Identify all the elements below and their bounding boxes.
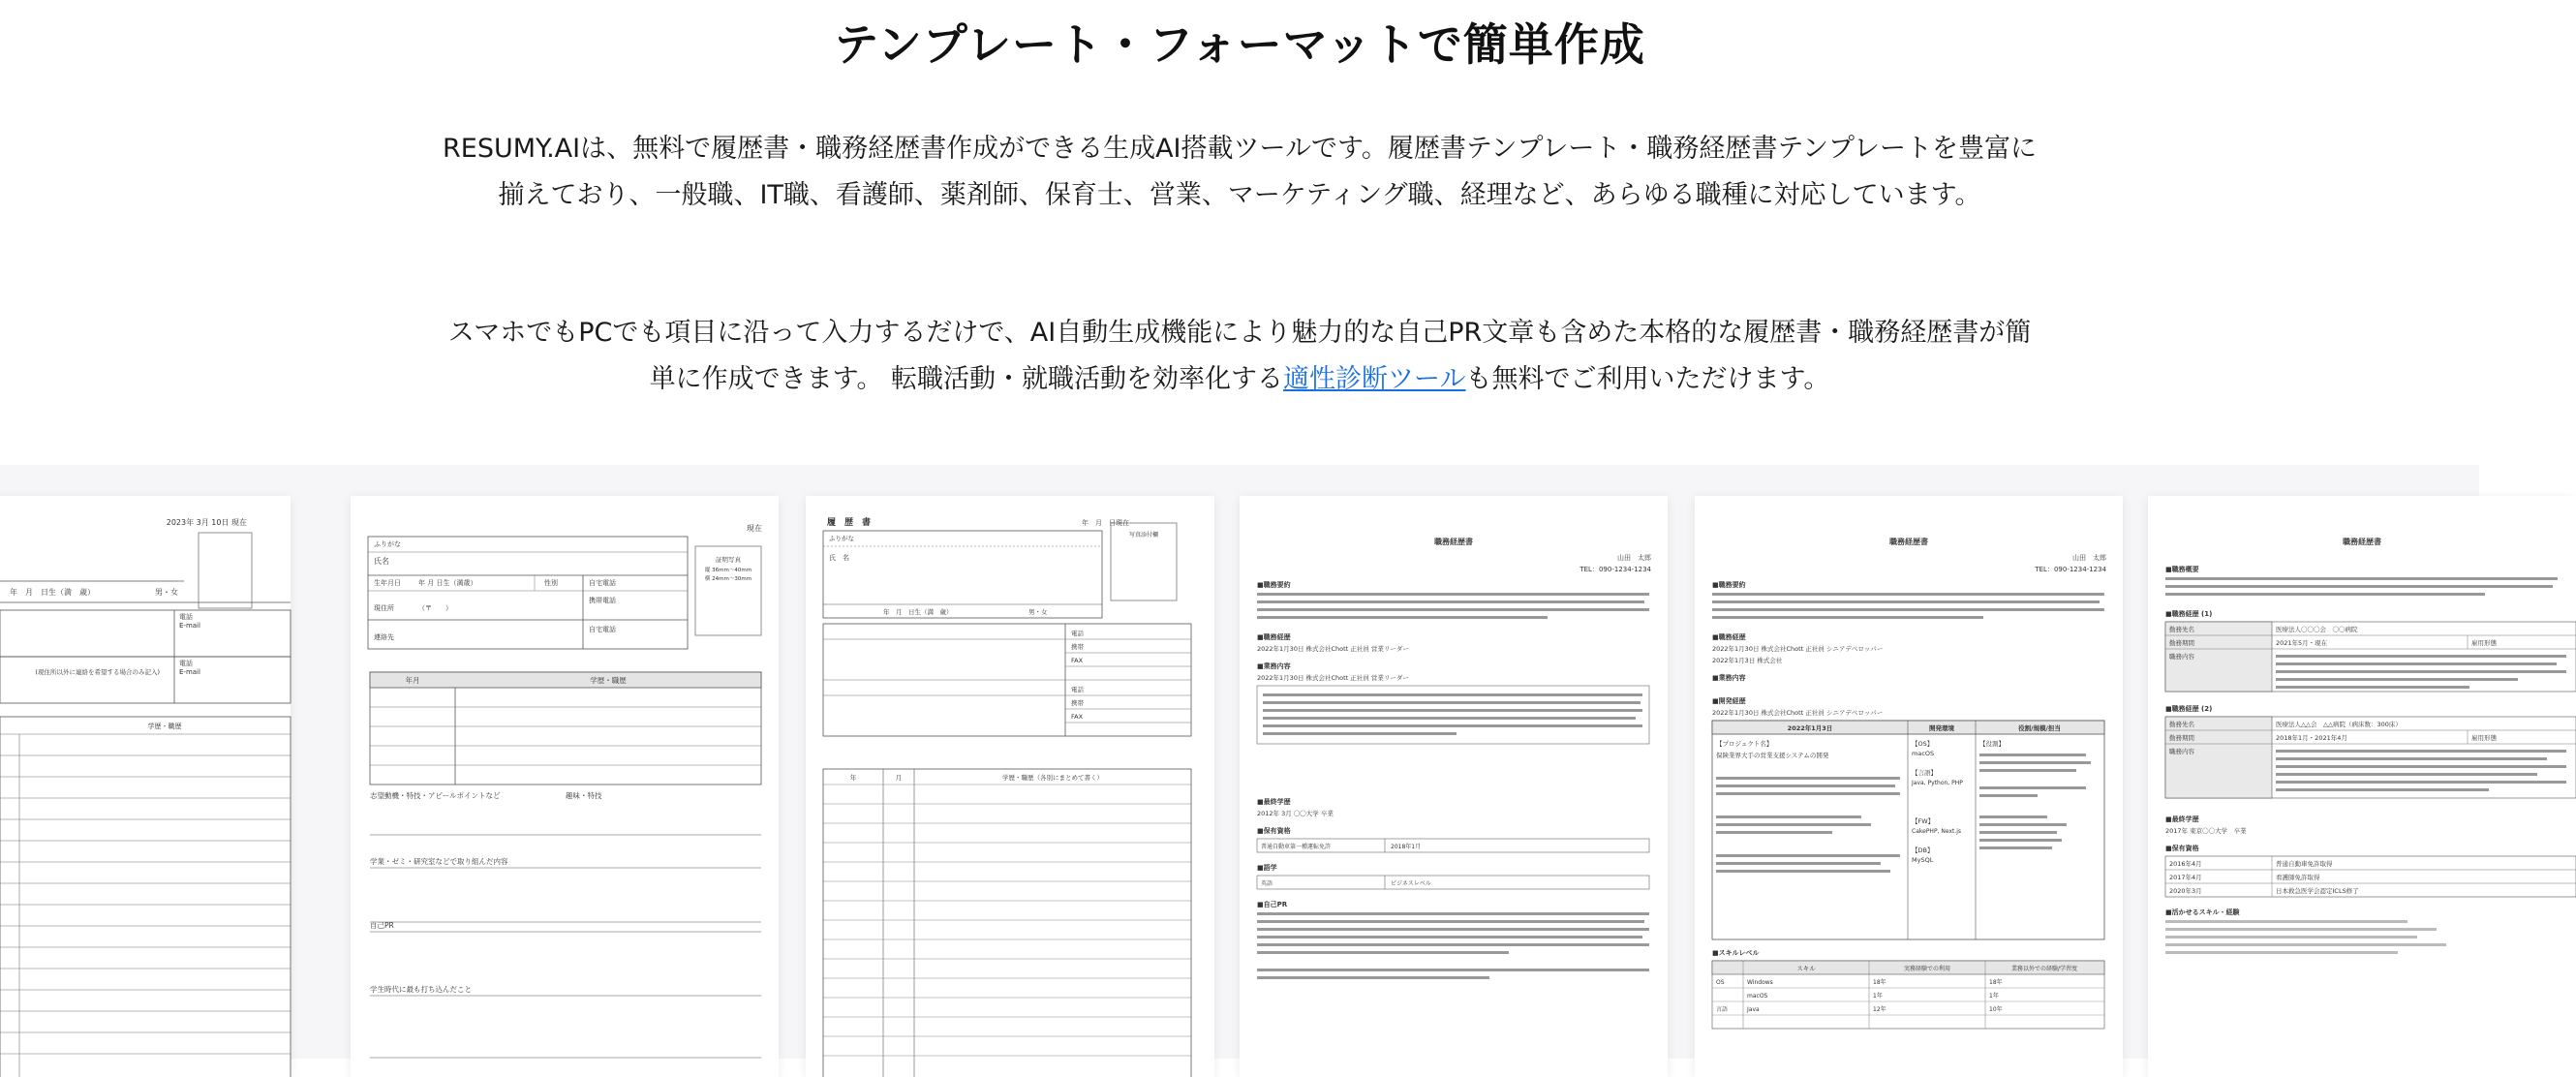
t2-address: 現住所 xyxy=(374,604,394,612)
t3-phone: 電話 xyxy=(1071,630,1084,637)
t3-phone-2: 電話 xyxy=(1071,686,1084,693)
t1-phone-2: 電話 xyxy=(179,660,193,667)
t6-l1b: 普通自動車免許取得 xyxy=(2276,860,2333,868)
t4-tel: TEL：090-1234-1234 xyxy=(1579,566,1651,573)
t3-name: 氏 名 xyxy=(829,554,849,562)
t4-s2: ■職務経歴 xyxy=(1257,633,1291,641)
t5-sk-r1a: OS xyxy=(1716,979,1725,986)
intro-paragraph: RESUMY.AIは、無料で履歴書・職務経歴書作成ができる生成AI搭載ツールです。履歴書テンプレート・職務経歴書テンプレートを豊富に揃えており、一般職、IT職、看護師、薬剤師、保育士、営業、マーケティング職、経理など、あらゆる職種に対応しています。 xyxy=(443,134,2037,210)
t6-r1a: 勤務先名 xyxy=(2169,626,2194,633)
t5-project: 【プロジェクト名】 xyxy=(1716,740,1773,748)
t4-s6: ■語学 xyxy=(1257,864,1277,872)
t5-sk-r2c: 1年 xyxy=(1873,993,1883,1000)
section-title: テンプレート・フォーマットで簡単作成 xyxy=(834,18,1645,71)
t6-s4: ■最終学歴 xyxy=(2165,815,2199,823)
t5-env1v: macOS xyxy=(1912,750,1935,757)
svg-text:（〒 ）: （〒 ） xyxy=(418,604,452,612)
t3-fax-2: FAX xyxy=(1071,713,1084,721)
t4-s4: ■最終学歴 xyxy=(1257,798,1291,806)
t1-phone: 電話 xyxy=(179,613,193,621)
t6-l1a: 2016年4月 xyxy=(2169,860,2202,868)
t5-sk-r2d: 1年 xyxy=(1989,993,1999,1000)
t3-col-month: 月 xyxy=(895,774,903,782)
t5-sk-col3: 業務以外での経験/学習度 xyxy=(2010,966,2078,972)
feature-paragraph xyxy=(441,310,2039,403)
t5-project-name: 保険業界大手の営業支援システムの開発 xyxy=(1716,752,1829,759)
t5-title: 職務経歴書 xyxy=(1889,538,1928,546)
t5-env1: 【OS】 xyxy=(1912,740,1934,748)
t5-sk-col2: 実務経験での利用 xyxy=(1903,966,1951,972)
t2-birth: 年 月 日生（満歳） xyxy=(418,579,477,587)
template-card-resume-standard[interactable] xyxy=(0,496,291,1077)
t4-s3: ■業務内容 xyxy=(1257,662,1291,670)
t2-contact: 連絡先 xyxy=(374,633,394,641)
t3-col-history: 学歴・職歴（各別にまとめて書く） xyxy=(1002,774,1103,782)
t6-l3a: 2020年3月 xyxy=(2169,887,2202,895)
t5-role1: 【役割】 xyxy=(1979,740,2005,748)
t6-l2b: 看護師免許取得 xyxy=(2276,874,2320,881)
t5-sk-r3c: 12年 xyxy=(1873,1006,1886,1013)
t4-s5: ■保有資格 xyxy=(1257,827,1291,835)
t4-name: 山田 太郎 xyxy=(1617,554,1651,562)
t6-r2b: 2021年5月・現在 xyxy=(2276,639,2328,647)
t5-env4: 【DB】 xyxy=(1912,846,1934,854)
t2-photo-size2: 横 24mm〜30mm xyxy=(704,576,752,582)
t5-s1: ■職務要約 xyxy=(1712,581,1746,589)
t5-s3: ■業務内容 xyxy=(1712,674,1746,682)
t3-gender: 男・女 xyxy=(1028,608,1048,616)
t4-s1: ■職務要約 xyxy=(1257,581,1291,589)
t1-history-header: 学歴・職歴 xyxy=(147,723,182,730)
feature-text-after: も無料でご利用いただけます。 xyxy=(1465,364,1830,394)
t1-contact-note: (現住所以外に連絡を希望する場合のみ記入) xyxy=(35,668,160,676)
t5-s4-line: 2022年1月30日 株式会社Chott 正社員 シニアデベロッパー xyxy=(1712,709,1884,717)
t1-email-2: E-mail xyxy=(179,668,200,676)
svg-text:生年月日: 生年月日 xyxy=(374,579,401,587)
t3-photo: 写真添付欄 xyxy=(1128,532,1159,538)
t5-env2: 【言語】 xyxy=(1912,769,1937,777)
t6-q2a: 勤務期間 xyxy=(2169,734,2194,742)
template-card-cv-sales[interactable] xyxy=(1240,496,1668,1077)
t2-study: 学業・ゼミ・研究室などで取り組んだ内容 xyxy=(370,857,508,866)
t3-mobile-2: 携帯 xyxy=(1071,699,1084,707)
template-gallery[interactable] xyxy=(0,465,2497,1059)
t3-title: 履 歴 書 xyxy=(827,518,872,528)
t5-sk-col1: スキル xyxy=(1796,965,1816,972)
cv-preview-4 xyxy=(1240,496,1668,1077)
t5-env2v: Java, Python, PHP xyxy=(1912,780,1963,786)
t6-s3: ■職務経歴 (2) xyxy=(2165,705,2213,713)
t3-col-year: 年 xyxy=(849,774,857,782)
resume-preview-2 xyxy=(351,496,779,1077)
t4-s7: ■自己PR xyxy=(1257,901,1288,908)
t5-tel: TEL：090-1234-1234 xyxy=(2035,566,2106,573)
t2-name: 氏名 xyxy=(374,557,389,566)
t2-mobile: 携帯電話 xyxy=(589,597,616,604)
t2-photo-size1: 縦 36mm〜40mm xyxy=(704,568,752,573)
t4-license-date: 2018年1月 xyxy=(1391,844,1422,850)
t2-pr: 自己PR xyxy=(370,921,394,930)
template-card-cv-engineer[interactable] xyxy=(1695,496,2123,1077)
t5-s4: ■開発経歴 xyxy=(1712,697,1746,705)
t2-student: 学生時代に最も打ち込んだこと xyxy=(370,985,472,994)
t6-q3a: 職務内容 xyxy=(2169,748,2194,755)
t3-mobile: 携帯 xyxy=(1071,643,1084,651)
aptitude-test-link[interactable]: 適性診断ツール xyxy=(1283,364,1466,394)
t5-col-role: 役割/規模/担当 xyxy=(2018,724,2061,732)
t5-s2-line1: 2022年1月30日 株式会社Chott 正社員 シニアデベロッパー xyxy=(1712,645,1884,653)
t6-r1b: 医療法人〇〇〇会 〇〇病院 xyxy=(2276,626,2358,633)
t6-s6: ■活かせるスキル・経験 xyxy=(2165,908,2240,916)
t2-home-phone: 自宅電話 xyxy=(589,579,616,587)
t4-lang: 英語 xyxy=(1261,880,1273,887)
t2-gender: 性別 xyxy=(544,579,558,587)
t6-title: 職務経歴書 xyxy=(2343,538,2381,546)
t2-hobby: 趣味・特技 xyxy=(566,791,602,800)
t6-q2c: 雇用形態 xyxy=(2471,734,2497,742)
t4-license: 普通自動車第一種運転免許 xyxy=(1261,844,1332,850)
t2-home-phone-2: 自宅電話 xyxy=(589,626,616,633)
t3-furigana: ふりがな xyxy=(829,535,854,542)
t2-col-year: 年月 xyxy=(405,676,420,685)
t3-fax: FAX xyxy=(1071,657,1084,664)
t5-skills: ■スキルレベル xyxy=(1712,949,1760,957)
t5-name: 山田 太郎 xyxy=(2072,554,2106,562)
t5-sk-r1d: 18年 xyxy=(1989,979,2003,986)
t5-s2: ■職務経歴 xyxy=(1712,633,1746,641)
feature-text-before: スマホでもPCでも項目に沿って入力するだけで、AI自動生成機能により魅力的な自己PR文章も含めた本格的な履歴書・職務経歴書が簡単に作成できます。 転職活動・就職活動を効率化する xyxy=(447,318,2032,394)
template-card-cv-nurse[interactable] xyxy=(2148,496,2576,1077)
t5-sk-r3d: 10年 xyxy=(1989,1006,2003,1013)
t5-env4v: MySQL xyxy=(1912,856,1934,864)
t5-col-period: 2022年1月3日 xyxy=(1787,724,1833,732)
t5-env3v: CakePHP, Next.js xyxy=(1912,828,1962,835)
t6-s1: ■職務概要 xyxy=(2165,566,2199,573)
t6-r2a: 勤務期間 xyxy=(2169,639,2194,647)
t6-s5: ■保有資格 xyxy=(2165,845,2199,852)
t6-edu: 2017年 東京〇〇大学 卒業 xyxy=(2165,827,2247,835)
t4-s3-line: 2022年1月30日 株式会社Chott 正社員 営業リーダー xyxy=(1257,674,1409,682)
t6-r2c: 雇用形態 xyxy=(2471,639,2497,647)
t5-sk-r2b: macOS xyxy=(1747,993,1768,1000)
t5-sk-r3a: 言語 xyxy=(1716,1006,1729,1013)
t3-date: 年 月 日現在 xyxy=(1082,519,1129,527)
t2-current: 現在 xyxy=(747,524,762,533)
cv-preview-6 xyxy=(2148,496,2576,1077)
t5-s2-line2: 2022年1月3日 株式会社 xyxy=(1712,657,1783,664)
cv-preview-5 xyxy=(1695,496,2123,1077)
t4-title: 職務経歴書 xyxy=(1434,538,1473,546)
t2-col-history: 学歴・職歴 xyxy=(590,676,627,685)
t3-birth: 年 月 日生（満 歳） xyxy=(883,608,953,616)
t1-date: 2023年 3月 10日 現在 xyxy=(166,518,247,527)
template-card-resume-jis[interactable] xyxy=(806,496,1214,1077)
t6-l3b: 日本救急医学会認定ICLS修了 xyxy=(2276,887,2359,895)
t5-sk-r1c: 18年 xyxy=(1873,979,1886,986)
t4-s2-line: 2022年1月30日 株式会社Chott 正社員 営業リーダー xyxy=(1257,645,1409,653)
t1-birth: 年 月 日生（満 歳） xyxy=(10,588,95,597)
t6-q1a: 勤務先名 xyxy=(2169,721,2194,728)
t6-l2a: 2017年4月 xyxy=(2169,874,2202,881)
t6-q2b: 2018年1月・2021年4月 xyxy=(2276,734,2347,742)
t2-furigana: ふりがな xyxy=(374,540,401,548)
t5-sk-r3b: Java xyxy=(1747,1006,1760,1013)
t6-s2: ■職務経歴 (1) xyxy=(2165,610,2213,618)
resume-preview-1 xyxy=(0,496,291,1077)
t1-gender: 男・女 xyxy=(155,588,178,597)
t5-col-env: 開発環境 xyxy=(1929,724,1954,732)
t5-sk-r1b: Windows xyxy=(1747,979,1773,986)
template-card-resume-student[interactable] xyxy=(351,496,779,1077)
t5-env3: 【FW】 xyxy=(1912,817,1935,825)
t4-edu: 2012年 3月 〇〇大学 卒業 xyxy=(1257,810,1334,817)
t6-q1b: 医療法人△△会 △△病院（病床数：300床） xyxy=(2276,721,2402,728)
t4-lang-level: ビジネスレベル xyxy=(1391,880,1431,887)
t1-email: E-mail xyxy=(179,622,200,630)
t6-r3a: 職務内容 xyxy=(2169,653,2194,661)
t2-motivation: 志望動機・特技・アピールポイントなど xyxy=(370,791,501,800)
resume-preview-3 xyxy=(806,496,1214,1077)
t2-photo-label: 証明写真 xyxy=(716,556,741,564)
